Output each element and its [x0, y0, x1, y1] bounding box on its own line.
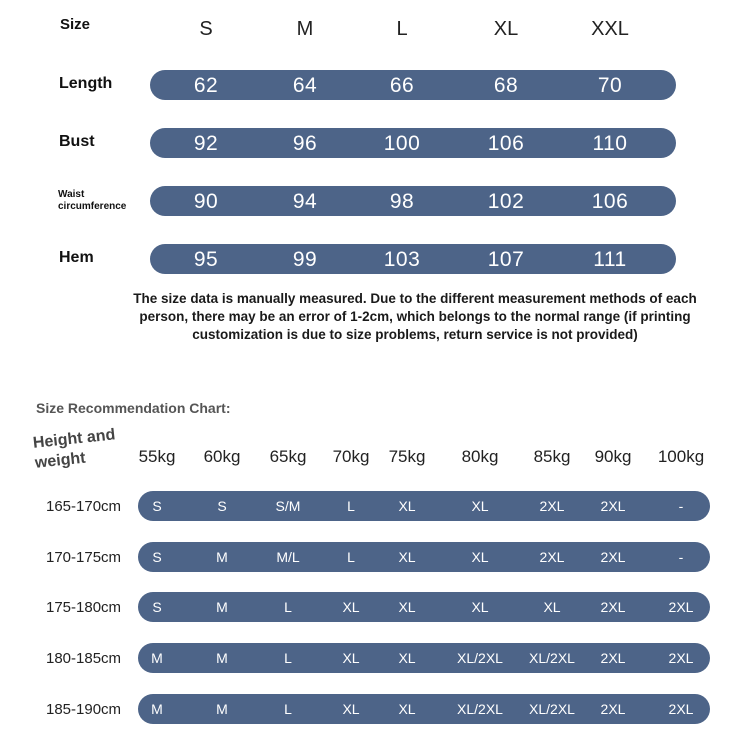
row-label-line2: circumference	[58, 201, 127, 212]
size-value: 66	[389, 74, 415, 97]
size-value: 92	[193, 132, 219, 155]
height-label-165-170cm: 165-170cm	[46, 498, 122, 515]
size-row-length	[150, 70, 676, 100]
size-value: 107	[487, 248, 525, 271]
weight-header-80kg: 80kg	[461, 447, 499, 466]
size-row-bust	[150, 128, 676, 158]
size-value: 64	[292, 74, 318, 97]
height-label-170-175cm: 170-175cm	[46, 549, 122, 566]
recommended-size: XL	[398, 498, 416, 514]
size-value: 95	[193, 248, 219, 271]
recommended-size: L	[284, 701, 292, 717]
recommendation-row	[138, 542, 710, 572]
recommended-size: XL	[543, 599, 561, 615]
recommended-size: S	[152, 599, 162, 615]
size-header-m: M	[296, 18, 314, 40]
size-value: 106	[591, 190, 629, 213]
recommendation-title: Size Recommendation Chart:	[36, 400, 231, 416]
height-label-175-180cm: 175-180cm	[46, 599, 122, 616]
recommendation-row	[138, 694, 710, 724]
size-value: 102	[487, 190, 525, 213]
size-value: 99	[292, 248, 318, 271]
size-value: 100	[383, 132, 421, 155]
recommended-size: S/M	[275, 498, 301, 514]
row-label-line1: Waist	[58, 189, 85, 200]
row-label-waist-circumference	[58, 189, 126, 213]
recommendation-row	[138, 643, 710, 673]
recommended-size: L	[284, 650, 292, 666]
recommended-size: XL	[398, 650, 416, 666]
recommendation-row	[138, 592, 710, 622]
size-value: 96	[292, 132, 318, 155]
recommended-size: XL/2XL	[457, 650, 503, 666]
recommended-size: 2XL	[668, 599, 694, 615]
size-value: 110	[592, 132, 628, 155]
recommended-size: M	[151, 701, 163, 717]
size-value: 106	[487, 132, 525, 155]
recommended-size: M	[151, 650, 163, 666]
recommended-size: XL/2XL	[529, 650, 575, 666]
recommended-size: XL/2XL	[457, 701, 503, 717]
recommended-size: XL	[471, 498, 489, 514]
weight-header-85kg: 85kg	[533, 447, 571, 466]
recommended-size: XL	[398, 549, 416, 565]
size-value: 62	[193, 74, 219, 97]
recommended-size: M/L	[276, 549, 300, 565]
recommended-size: XL	[398, 701, 416, 717]
size-value: 111	[593, 248, 627, 271]
size-value: 98	[389, 190, 415, 213]
weight-header-70kg: 70kg	[332, 447, 370, 466]
recommended-size: 2XL	[539, 498, 565, 514]
size-header-label: Size	[60, 16, 91, 33]
size-header-l: L	[396, 18, 408, 40]
recommended-size: XL	[471, 599, 489, 615]
recommended-size: M	[216, 650, 228, 666]
height-weight-corner-label	[32, 425, 118, 473]
row-label-bust: Bust	[59, 133, 95, 150]
recommended-size: XL	[342, 701, 360, 717]
recommended-size: S	[152, 549, 162, 565]
recommended-size: 2XL	[600, 498, 626, 514]
size-header-xl: XL	[493, 18, 519, 40]
recommended-size: XL	[398, 599, 416, 615]
weight-header-90kg: 90kg	[594, 447, 632, 466]
recommended-size: 2XL	[668, 701, 694, 717]
size-row-waist-circumference	[150, 186, 676, 216]
recommended-size: XL	[471, 549, 489, 565]
recommended-size: XL	[342, 650, 360, 666]
height-label-180-185cm: 180-185cm	[46, 650, 122, 667]
weight-header-75kg: 75kg	[388, 447, 426, 466]
recommended-size: 2XL	[600, 701, 626, 717]
corner-label-line1: Height and	[32, 426, 117, 452]
recommended-size: XL/2XL	[529, 701, 575, 717]
recommended-size: L	[347, 549, 355, 565]
recommended-size: M	[216, 701, 228, 717]
corner-label-line2: weight	[34, 449, 87, 472]
measurement-note: The size data is manually measured. Due to the different measurement methods of each person, there may be an error of 1-2cm, which belongs to the normal range (if printing customization is due to size problems, return service is not provided)	[133, 291, 697, 342]
size-header-xxl: XXL	[591, 18, 629, 40]
size-value: 70	[597, 74, 623, 97]
size-value: 68	[493, 74, 519, 97]
recommendation-row	[138, 491, 710, 521]
weight-header-100kg: 100kg	[657, 447, 705, 466]
recommended-size: S	[217, 498, 227, 514]
height-label-185-190cm: 185-190cm	[46, 701, 122, 718]
size-header-s: S	[199, 18, 213, 40]
recommended-size: 2XL	[600, 549, 626, 565]
recommended-size: XL	[342, 599, 360, 615]
recommended-size: -	[678, 549, 684, 565]
row-label-hem: Hem	[59, 249, 94, 266]
size-value: 90	[193, 190, 219, 213]
weight-header-60kg: 60kg	[203, 447, 241, 466]
recommended-size: M	[216, 549, 228, 565]
size-value: 103	[383, 248, 421, 271]
recommended-size: L	[284, 599, 292, 615]
row-label-length: Length	[59, 75, 113, 92]
recommended-size: -	[678, 498, 684, 514]
weight-header-55kg: 55kg	[138, 447, 176, 466]
weight-header-65kg: 65kg	[269, 447, 307, 466]
size-value: 94	[292, 190, 318, 213]
size-row-hem	[150, 244, 676, 274]
recommended-size: S	[152, 498, 162, 514]
recommended-size: 2XL	[539, 549, 565, 565]
recommended-size: L	[347, 498, 355, 514]
recommended-size: 2XL	[668, 650, 694, 666]
recommended-size: M	[216, 599, 228, 615]
recommended-size: 2XL	[600, 599, 626, 615]
recommended-size: 2XL	[600, 650, 626, 666]
